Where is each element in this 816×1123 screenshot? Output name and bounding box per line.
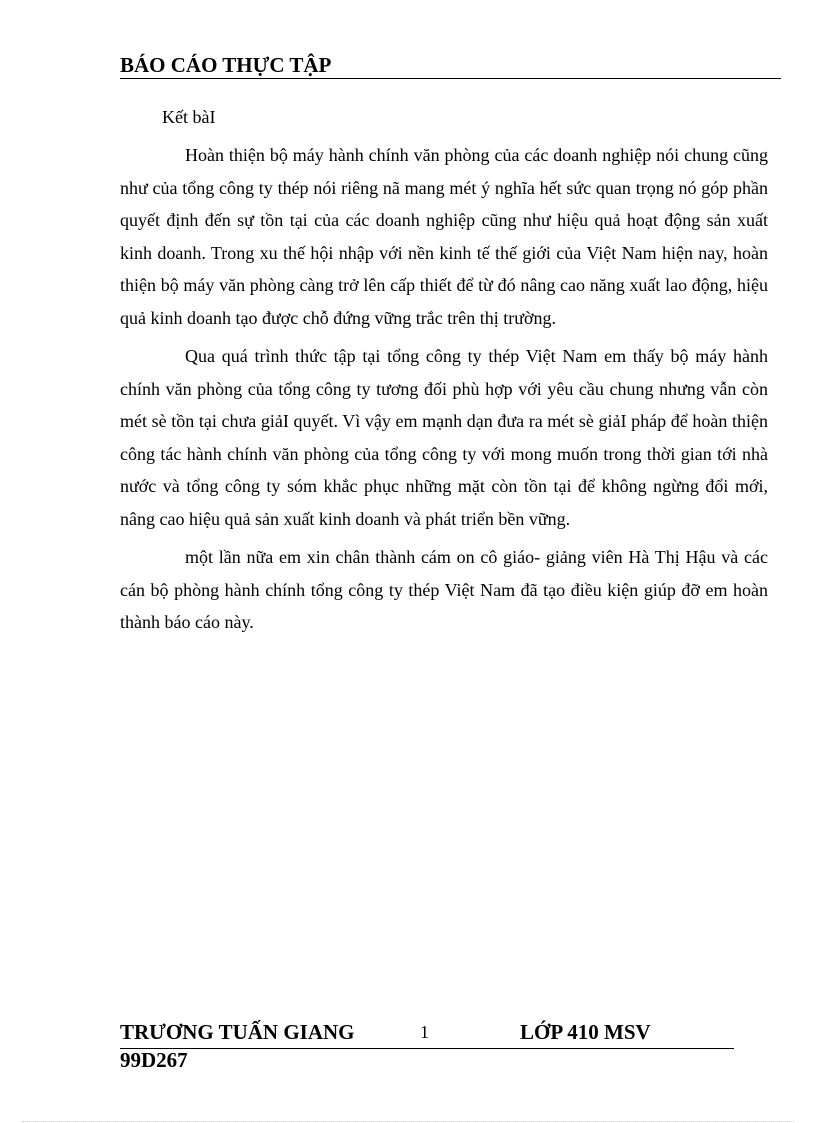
document-body [120,105,768,639]
footer-divider [120,1048,734,1049]
paragraph-3: một lần nữa em xin chân thành cám on cô giáo- giảng viên Hà Thị Hậu và các cán bộ phòng hành chính tổng công ty thép Việt Nam đã tạo điều kiện giúp đỡ em hoàn thành báo cáo này. [120,547,768,632]
page-header-title: BÁO CÁO THỰC TẬP [120,52,781,79]
footer-author-name: TRƯƠNG TUẤN GIANG [120,1020,355,1044]
section-heading: Kết bàI [162,107,216,127]
paragraph-1: Hoàn thiện bộ máy hành chính văn phòng của các doanh nghiệp nói chung cũng như của tổng công ty thép nói riêng nã mang mét ý nghĩa hết sức quan trọng nó góp phần quyết định đến sự tồn tại của các doanh nghiệp cũng như hiệu quả hoạt động sản xuất kinh doanh. Trong xu thế hội nhập với nền kinh tế thế giới của Việt Nam hiện nay, hoàn thiện bộ máy văn phòng càng trở lên cấp thiết để từ đó nâng cao năng xuất lao động, hiệu quả kinh doanh tạo được chỗ đứng vững trắc trên thị trường. [120,145,768,328]
paragraph-2: Qua quá trình thức tập tại tổng công ty thép Việt Nam em thấy bộ máy hành chính văn phòng của tổng công ty tương đối phù hợp với yêu cầu chung nhưng vẫn còn mét sè tồn tại chưa giảI quyết. Vì vậy em mạnh dạn đưa ra mét sè giảI pháp để hoàn thiện công tác hành chính văn phòng của tổng công ty với mong muốn trong thời gian tới nhà nước và tổng công ty sóm khắc phục những mặt còn tồn tại để không ngừng đổi mới, nâng cao hiệu quả sản xuất kinh doanh và phát triển bền vững. [120,346,768,529]
footer-class-label: LỚP 410 MSV [520,1020,651,1044]
page-bottom-edge [22,1121,794,1122]
page-footer [120,1018,734,1078]
footer-student-code: 99D267 [120,1048,188,1072]
footer-page-number: 1 [420,1022,429,1042]
